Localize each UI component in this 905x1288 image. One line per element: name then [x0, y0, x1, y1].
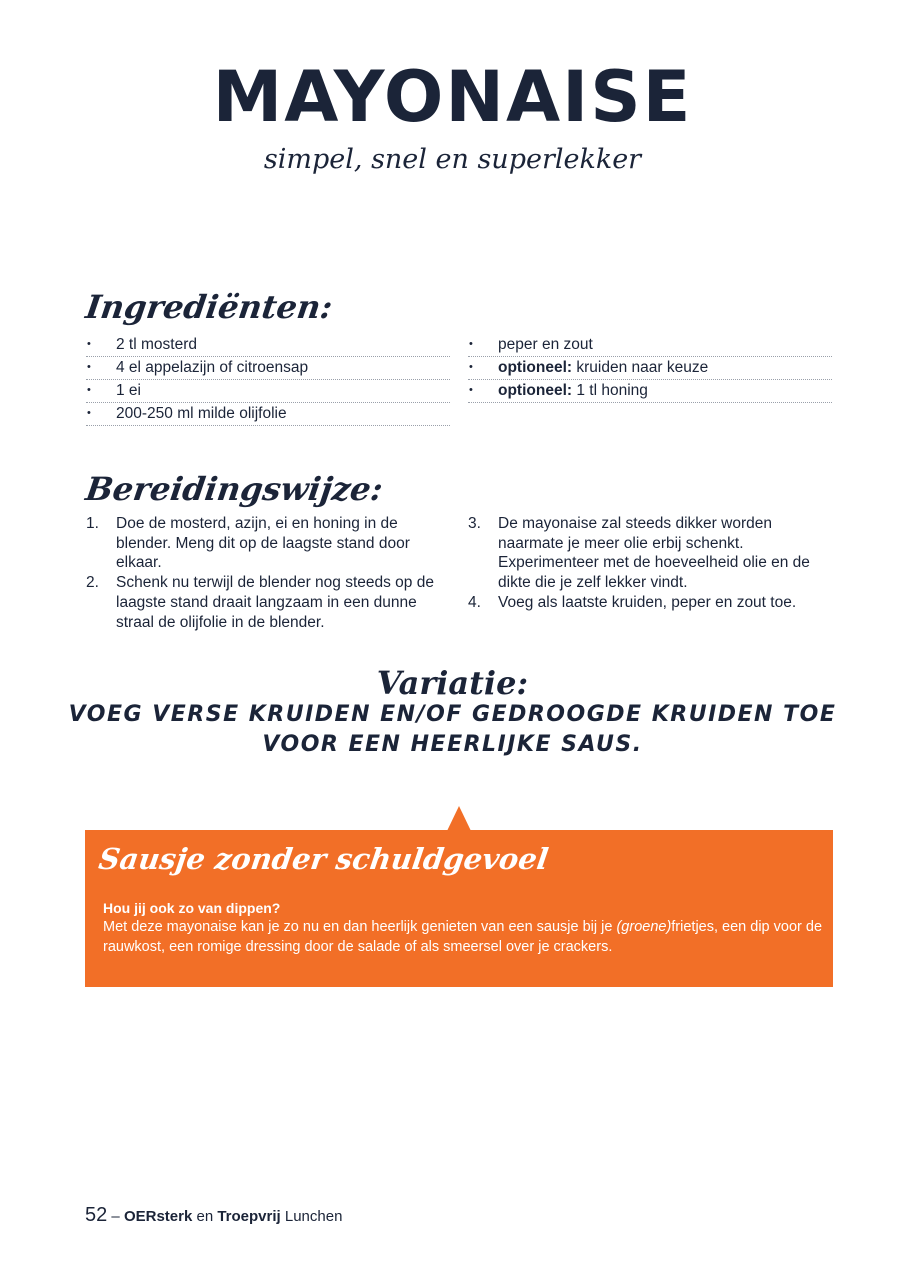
ingredient-item	[468, 357, 832, 380]
variation-heading: Variatie:	[376, 664, 529, 702]
ingredients-heading: Ingrediënten:	[83, 288, 335, 326]
bullet-icon: •	[87, 407, 91, 419]
bullet-icon: •	[87, 361, 91, 373]
ingredient-text: 2 tl mosterd	[116, 336, 197, 353]
ingredient-text: peper en zout	[498, 336, 593, 353]
page-footer	[85, 1204, 342, 1227]
ingredient-item	[86, 403, 450, 426]
ingredient-item	[86, 357, 450, 380]
ingredient-item	[468, 380, 832, 403]
ingredient-text: 1 tl honing	[572, 382, 648, 399]
steps-list-left	[86, 514, 452, 632]
ingredients-list-right	[468, 334, 832, 403]
bullet-icon: •	[87, 338, 91, 350]
step-text: De mayonaise zal steeds dikker worden naarmate je meer olie erbij schenkt. Experimenteer met de hoeveelheid olie en de dikte die je zelf lekker vindt.	[498, 515, 810, 592]
step-number: 2.	[86, 574, 99, 592]
ingredient-text: 4 el appelazijn of citroensap	[116, 359, 309, 376]
step-text: Schenk nu terwijl de blender nog steeds op de laagste stand draait langzaam in een dunne straal de olijfolie in de blender.	[116, 574, 434, 631]
step-number: 4.	[468, 593, 481, 611]
page-number: 52	[85, 1204, 108, 1226]
bullet-icon: •	[469, 338, 473, 350]
footer-brand: Troepvrij	[217, 1208, 281, 1225]
step-number: 1.	[86, 515, 99, 532]
page-subtitle: simpel, snel en superlekker	[263, 144, 642, 175]
callout-body	[103, 918, 828, 957]
callout-body-text: frietjes, een dip voor de rauwkost, een romige dressing door de salade of als smeersel over je crackers.	[103, 919, 823, 955]
ingredient-label: optioneel:	[498, 359, 573, 376]
callout-body-italic: (groene)	[616, 919, 672, 935]
ingredient-text: 1 ei	[116, 382, 141, 399]
step-item	[86, 573, 452, 632]
bullet-icon: •	[87, 384, 91, 396]
footer-connector: en	[192, 1208, 218, 1225]
step-item	[468, 514, 834, 593]
ingredient-label: optioneel:	[498, 382, 573, 399]
footer-brand: OERsterk	[123, 1208, 193, 1225]
callout-question: Hou jij ook zo van dippen?	[103, 900, 281, 916]
callout-pointer	[447, 806, 471, 831]
step-item	[86, 514, 452, 573]
ingredient-item	[86, 334, 450, 357]
step-text: Doe de mosterd, azijn, ei en honing in de blender. Meng dit op de laagste stand door elkaar.	[116, 515, 410, 572]
variation-text: VOEG VERSE KRUIDEN EN/OF GEDROOGDE KRUIDEN TOE VOOR EEN HEERLIJKE SAUS.	[68, 702, 837, 757]
step-item	[468, 593, 834, 613]
footer-dash: –	[107, 1208, 124, 1225]
footer-suffix: Lunchen	[280, 1208, 343, 1225]
page-title: MAYONAISE	[212, 56, 693, 138]
preparation-heading: Bereidingswijze:	[83, 470, 386, 508]
step-number: 3.	[468, 515, 481, 532]
step-text: Voeg als laatste kruiden, peper en zout toe.	[498, 593, 797, 611]
ingredient-item	[86, 380, 450, 403]
steps-list-right	[468, 514, 834, 613]
tip-callout	[85, 830, 833, 987]
bullet-icon: •	[469, 384, 473, 396]
ingredient-text: 200-250 ml milde olijfolie	[116, 405, 287, 422]
ingredient-text: kruiden naar keuze	[572, 359, 709, 376]
bullet-icon: •	[469, 361, 473, 373]
ingredients-list-left	[86, 334, 450, 426]
ingredient-item	[468, 334, 832, 357]
callout-heading: Sausje zonder schuldgevoel	[96, 842, 551, 876]
callout-body-text: Met deze mayonaise kan je zo nu en dan heerlijk genieten van een sausje bij je	[103, 919, 617, 935]
